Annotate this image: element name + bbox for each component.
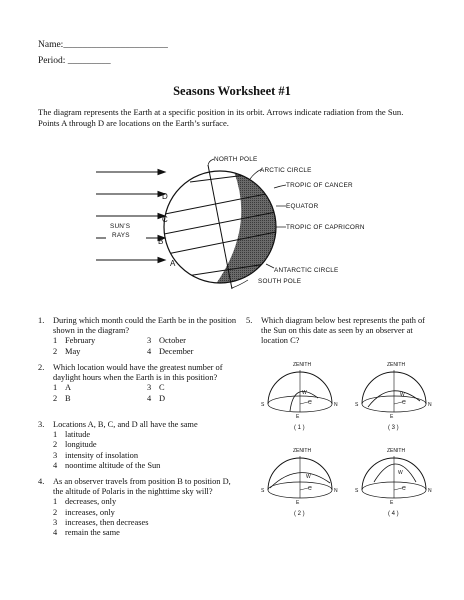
question-2	[38, 363, 238, 404]
compass-w: W	[398, 470, 403, 476]
question-5	[246, 316, 436, 347]
answer-option[interactable]: longitude	[65, 440, 97, 450]
tropic-of-capricorn-label: TROPIC OF CAPRICORN	[286, 224, 365, 231]
question-text: Which location would have the greatest number of daylight hours when the Earth is in this position?	[53, 363, 223, 383]
option-number: 2	[53, 440, 58, 450]
option-number: 1	[53, 336, 58, 346]
compass-e: E	[390, 500, 394, 506]
compass-n: N	[428, 402, 432, 408]
question-3	[38, 420, 238, 471]
answer-option[interactable]: increases, then decreases	[65, 517, 149, 527]
compass-e: E	[296, 500, 300, 506]
compass-e: E	[296, 414, 300, 420]
name-label: Name:	[38, 40, 64, 50]
sun-path-option-4[interactable]	[355, 448, 432, 517]
observer-c: C	[402, 400, 406, 406]
answer-options[interactable]	[53, 497, 238, 538]
option-number: ( 2 )	[294, 511, 305, 517]
sun-path-option-3[interactable]	[355, 362, 432, 431]
option-number: 3	[53, 517, 58, 527]
sun-path-option-2[interactable]	[261, 448, 338, 517]
name-blank[interactable]: ______________________	[63, 40, 168, 50]
answer-option[interactable]: noontime altitude of the Sun	[65, 460, 161, 470]
answer-option[interactable]: decreases, only	[65, 497, 117, 507]
answer-option[interactable]: intensity of insolation	[65, 450, 139, 460]
compass-s: S	[261, 402, 265, 408]
answer-option[interactable]: C	[159, 383, 165, 393]
intro-line-1: The diagram represents the Earth at a specific position in its orbit. Arrows indicate radiation from the Sun.	[38, 107, 404, 117]
south-pole-label: SOUTH POLE	[258, 278, 302, 285]
compass-s: S	[355, 488, 359, 494]
compass-s: S	[261, 488, 265, 494]
answer-option[interactable]: increases, only	[65, 507, 115, 517]
point-b: B	[158, 237, 164, 246]
sun-path-option-1[interactable]	[261, 362, 338, 431]
answer-option[interactable]: October	[159, 336, 186, 346]
compass-w: W	[400, 392, 405, 398]
option-number: 1	[53, 497, 58, 507]
name-line[interactable]	[38, 40, 168, 50]
compass-n: N	[334, 402, 338, 408]
question-number: 4.	[38, 477, 45, 486]
observer-c: C	[402, 486, 406, 492]
answer-option[interactable]: D	[159, 393, 166, 403]
option-number: 1	[53, 430, 58, 440]
question-text: Which diagram below best represents the path of the Sun on this date as seen by an observer at location C?	[261, 316, 425, 346]
option-number: 2	[53, 346, 58, 356]
answer-option[interactable]: B	[65, 393, 71, 403]
option-number: 4	[147, 393, 152, 403]
tropic-of-cancer-label: TROPIC OF CANCER	[286, 182, 353, 189]
question-number: 1.	[38, 316, 45, 325]
question-text: As an observer travels from position B to position D, the altitude of Polaris in the nighttime sky will?	[53, 477, 231, 497]
intro-text	[38, 107, 413, 129]
zenith-label: ZENITH	[387, 362, 406, 368]
option-number: 4	[147, 346, 152, 356]
period-blank[interactable]: _________	[67, 56, 111, 66]
option-number: 2	[53, 393, 58, 403]
answer-option[interactable]: February	[65, 336, 96, 346]
point-a: A	[170, 259, 176, 268]
question-number: 5.	[246, 316, 253, 325]
point-d: D	[162, 192, 168, 201]
option-number: ( 3 )	[388, 425, 399, 431]
answer-options[interactable]	[53, 383, 238, 403]
question-text: Locations A, B, C, and D all have the same	[53, 420, 198, 429]
page-title: Seasons Worksheet #1	[173, 84, 291, 98]
option-number: 3	[53, 450, 58, 460]
option-number: 3	[147, 336, 152, 346]
question-text: During which month could the Earth be in the position shown in the diagram?	[53, 316, 237, 336]
zenith-label: ZENITH	[387, 448, 406, 454]
rays-label: RAYS	[112, 232, 130, 239]
earth-orbit-diagram	[90, 152, 390, 302]
arctic-circle-label: ARCTIC CIRCLE	[260, 167, 312, 174]
option-number: 4	[53, 460, 58, 470]
observer-c: C	[308, 400, 312, 406]
option-number: 2	[53, 507, 58, 517]
option-number: ( 4 )	[388, 511, 399, 517]
antarctic-circle-label: ANTARCTIC CIRCLE	[274, 267, 339, 274]
answer-option[interactable]: remain the same	[65, 528, 120, 538]
period-line[interactable]	[38, 56, 111, 66]
option-number: ( 1 )	[294, 425, 305, 431]
option-number: 3	[147, 383, 152, 393]
observer-c: C	[308, 486, 312, 492]
option-number: 1	[53, 383, 58, 393]
compass-w: W	[302, 390, 307, 396]
compass-n: N	[428, 488, 432, 494]
answer-option[interactable]: December	[159, 346, 194, 356]
zenith-label: ZENITH	[293, 448, 312, 454]
earth-axis	[208, 165, 232, 289]
option-number: 4	[53, 528, 58, 538]
answer-option[interactable]: latitude	[65, 430, 91, 440]
period-label: Period:	[38, 56, 66, 66]
answer-options[interactable]	[53, 336, 238, 356]
sun-path-diagrams	[260, 352, 440, 520]
answer-option[interactable]: A	[65, 383, 72, 393]
question-number: 3.	[38, 420, 45, 429]
answer-option[interactable]: May	[65, 346, 81, 356]
sun-rays	[96, 170, 165, 263]
equator-label: EQUATOR	[286, 203, 319, 210]
compass-s: S	[355, 402, 359, 408]
question-4	[38, 477, 238, 538]
north-pole-label: NORTH POLE	[214, 156, 258, 163]
zenith-label: ZENITH	[293, 362, 312, 368]
question-1	[38, 316, 238, 357]
compass-n: N	[334, 488, 338, 494]
compass-e: E	[390, 414, 394, 420]
point-c: C	[162, 215, 168, 224]
answer-options[interactable]	[53, 430, 238, 471]
compass-w: W	[306, 474, 311, 480]
suns-label: SUN’S	[110, 223, 131, 230]
intro-line-2: Points A through D are locations on the Earth’s surface.	[38, 118, 229, 128]
question-number: 2.	[38, 363, 45, 372]
